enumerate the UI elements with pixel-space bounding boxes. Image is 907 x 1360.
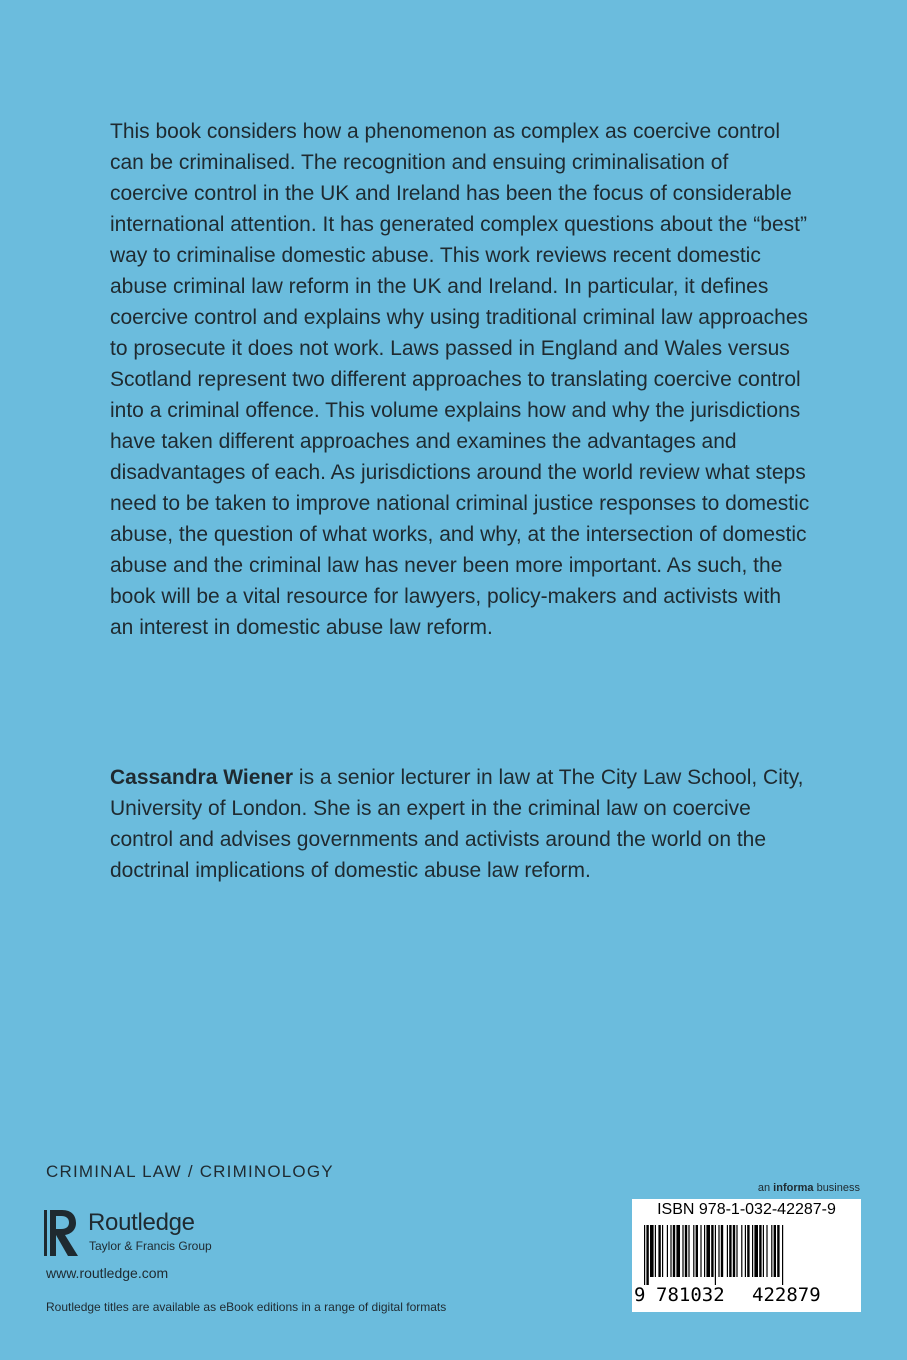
barcode-bar xyxy=(774,1225,776,1277)
barcode-bar xyxy=(688,1225,689,1277)
barcode-digits-left: 781032 xyxy=(656,1284,725,1306)
barcode-bar xyxy=(682,1225,683,1277)
barcode-bar xyxy=(729,1225,731,1277)
isbn-label: ISBN 978-1-032-42287-9 xyxy=(657,1201,836,1218)
barcode-bar xyxy=(706,1225,710,1277)
barcode-bar xyxy=(736,1225,737,1277)
informa-brand: informa xyxy=(773,1182,814,1194)
barcode-digit-first: 9 xyxy=(634,1284,646,1306)
barcode-bar xyxy=(704,1225,705,1277)
barcode-bar xyxy=(771,1225,772,1277)
barcode-bar xyxy=(644,1225,645,1285)
barcode-bar xyxy=(676,1225,680,1277)
isbn-barcode xyxy=(632,1199,861,1312)
ebook-note: Routledge titles are available as eBook editions in a range of digital formats xyxy=(46,1300,447,1314)
barcode-bar xyxy=(650,1225,654,1277)
barcode-bar xyxy=(718,1225,719,1277)
barcode-bar xyxy=(700,1225,701,1277)
barcode-bar xyxy=(763,1225,764,1277)
barcode-bars xyxy=(644,1225,856,1285)
barcode-bar xyxy=(670,1225,671,1277)
barcode-bar xyxy=(777,1225,779,1277)
barcode-bar xyxy=(646,1225,648,1285)
author-bio xyxy=(110,762,810,886)
routledge-logo-icon xyxy=(42,1206,82,1260)
barcode-bar xyxy=(696,1225,698,1277)
author-name: Cassandra Wiener xyxy=(110,766,294,789)
barcode-bar xyxy=(655,1225,656,1277)
barcode-bar xyxy=(782,1225,783,1285)
barcode-bar xyxy=(759,1225,761,1277)
barcode-bar xyxy=(662,1225,663,1277)
book-blurb: This book considers how a phenomenon as complex as coercive control can be criminalised. The recognition and ensuing criminalisation of coercive control in the UK and Ireland has been the focus of considerable international attention. It has generated complex questions about the “best” way to criminalise domestic abuse. This work reviews recent domestic abuse criminal law reform in the UK and Ireland. In particular, it defines coercive control and explains why using traditional criminal law approaches to prosecute it does not work. Laws passed in England and Wales versus Scotland represent two different approaches to translating coercive control into a criminal offence. This volume explains how and why the jurisdictions have taken different approaches and examines the advantages and disadvantages of each. As jurisdictions around the world review what steps need to be taken to improve national criminal justice responses to domestic abuse, the question of what works, and why, at the intersection of domestic abuse and the criminal law has never been more important. As such, the book will be a vital resource for lawyers, policy-makers and activists with an interest in domestic abuse law reform. xyxy=(110,120,810,639)
barcode-bar xyxy=(727,1225,728,1277)
barcode-bar xyxy=(685,1225,687,1277)
barcode-bar xyxy=(733,1225,735,1277)
barcode-bar xyxy=(766,1225,767,1277)
barcode-bar xyxy=(673,1225,675,1277)
subject-category: CRIMINAL LAW / CRIMINOLOGY xyxy=(46,1162,334,1181)
barcode-bar xyxy=(715,1225,716,1285)
barcode-bar xyxy=(754,1225,758,1277)
publisher-logo xyxy=(42,1206,242,1262)
publisher-group: Taylor & Francis Group xyxy=(89,1239,212,1253)
barcode-bar xyxy=(693,1225,694,1277)
barcode-bar xyxy=(721,1225,723,1277)
publisher-name: Routledge xyxy=(88,1209,195,1236)
barcode-bar xyxy=(745,1225,746,1277)
barcode-bar xyxy=(667,1225,668,1277)
barcode-bar xyxy=(658,1225,660,1277)
barcode-bar xyxy=(752,1225,753,1277)
informa-prefix: an xyxy=(757,1182,774,1194)
barcode-bar xyxy=(741,1225,742,1277)
barcode-bar xyxy=(747,1225,749,1277)
informa-tagline xyxy=(758,1182,860,1194)
author-bio-text: is a senior lecturer in law at The City Law School, City, University of London. She is an expert in the criminal law on coercive control and advises governments and activists around the world on the doctrinal implications of domestic abuse law reform. xyxy=(110,766,804,882)
barcode-digits-right: 422879 xyxy=(752,1284,821,1306)
barcode-bar xyxy=(711,1225,713,1277)
publisher-url[interactable]: www.routledge.com xyxy=(46,1265,169,1281)
informa-suffix: business xyxy=(813,1182,860,1194)
